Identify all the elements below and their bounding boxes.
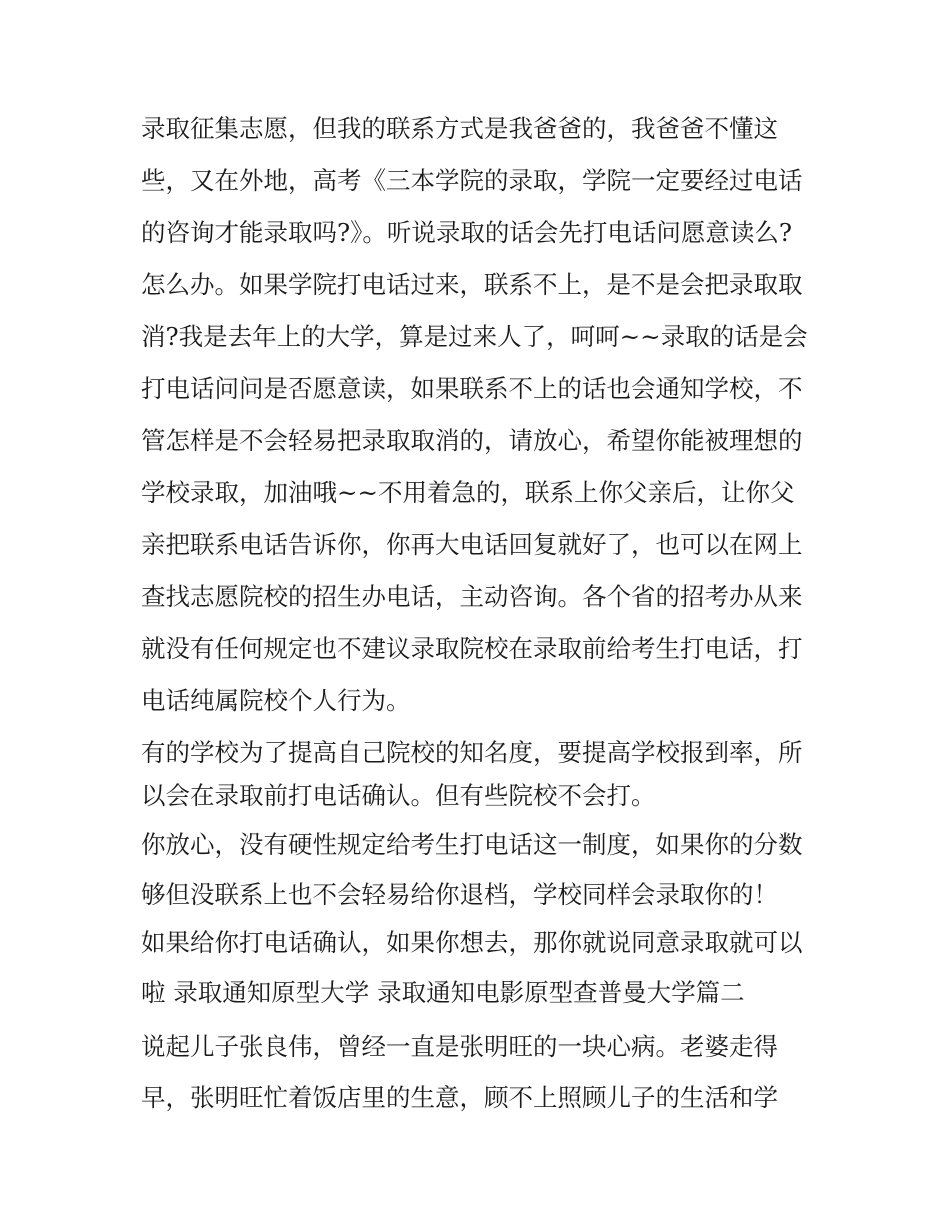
text-line: 学校录取，加油哦~~不用着急的，联系上你父亲后，让你父 [141, 478, 795, 507]
text-line: 怎么办。如果学院打电话过来，联系不上，是不是会把录取取 [141, 270, 803, 299]
text-line: 亲把联系电话告诉你，你再大电话回复就好了，也可以在网上 [141, 530, 803, 559]
text-line: 些，又在外地，高考《三本学院的录取，学院一定要经过电话 [141, 166, 803, 195]
text-line: 以会在录取前打电话确认。但有些院校不会打。 [141, 781, 656, 810]
text-line: 录取征集志愿，但我的联系方式是我爸爸的，我爸爸不懂这 [141, 114, 778, 143]
text-line: 你放心，没有硬性规定给考生打电话这一制度，如果你的分数 [141, 830, 803, 859]
text-line: 打电话问问是否愿意读，如果联系不上的话也会通知学校，不 [141, 374, 803, 403]
text-line: 说起儿子张良伟，曾经一直是张明旺的一块心病。老婆走得 [141, 1032, 778, 1061]
text-line: 早，张明旺忙着饭店里的生意，顾不上照顾儿子的生活和学 [141, 1083, 778, 1112]
text-line: 如果给你打电话确认，如果你想去，那你就说同意录取就可以 [141, 928, 803, 957]
text-line: 啦 录取通知原型大学 录取通知电影原型查普曼大学篇二 [141, 978, 745, 1007]
text-line: 够但没联系上也不会轻易给你退档，学校同样会录取你的！ [141, 880, 778, 909]
text-line: 电话纯属院校个人行为。 [141, 686, 411, 715]
text-line: 有的学校为了提高自己院校的知名度，要提高学校报到率，所 [141, 738, 803, 767]
text-line: 管怎样是不会轻易把录取取消的，请放心，希望你能被理想的 [141, 426, 803, 455]
text-line: 查找志愿院校的招生办电话，主动咨询。各个省的招考办从来 [141, 582, 803, 611]
text-line: 的咨询才能录取吗?》。听说录取的话会先打电话问愿意读么? [141, 218, 793, 247]
text-line: 就没有任何规定也不建议录取院校在录取前给考生打电话，打 [141, 634, 803, 663]
text-line: 消?我是去年上的大学，算是过来人了，呵呵~~录取的话是会 [141, 322, 808, 351]
